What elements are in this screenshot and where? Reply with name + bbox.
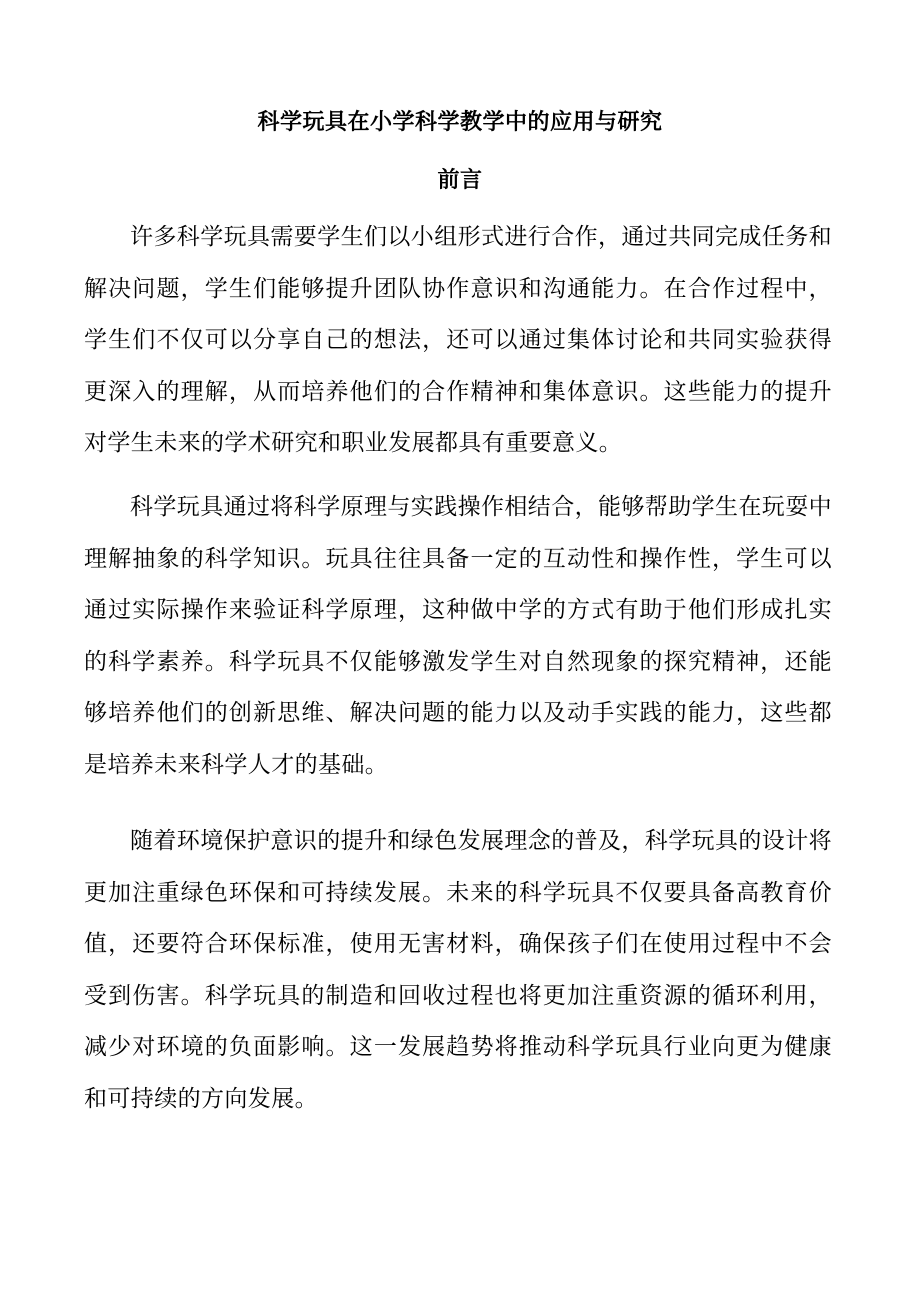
page-title: 科学玩具在小学科学教学中的应用与研究 [257, 109, 663, 135]
section-heading: 前言 [437, 167, 483, 193]
paragraph-2: 科学玩具通过将科学原理与实践操作相结合，能够帮助学生在玩耍中理解抽象的科学知识。玩具往往具备一定的互动性和操作性，学生可以通过实际操作来验证科学原理，这种做中学的方式有助于他们形成扎实的科学素养。科学玩具不仅能够激发学生对自然现象的探究精神，还能够培养他们的创新思维、解决问题的能力以及动手实践的能力，这些都是培养未来科学人才的基础。 [84, 494, 832, 778]
paragraph-1: 许多科学玩具需要学生们以小组形式进行合作，通过共同完成任务和解决问题，学生们能够提升团队协作意识和沟通能力。在合作过程中，学生们不仅可以分享自己的想法，还可以通过集体讨论和共同实验获得更深入的理解，从而培养他们的合作精神和集体意识。这些能力的提升对学生未来的学术研究和职业发展都具有重要意义。 [84, 224, 832, 456]
paragraph-3: 随着环境保护意识的提升和绿色发展理念的普及，科学玩具的设计将更加注重绿色环保和可持续发展。未来的科学玩具不仅要具备高教育价值，还要符合环保标准，使用无害材料，确保孩子们在使用过程中不会受到伤害。科学玩具的制造和回收过程也将更加注重资源的循环利用，减少对环境的负面影响。这一发展趋势将推动科学玩具行业向更为健康和可持续的方向发展。 [84, 828, 832, 1112]
